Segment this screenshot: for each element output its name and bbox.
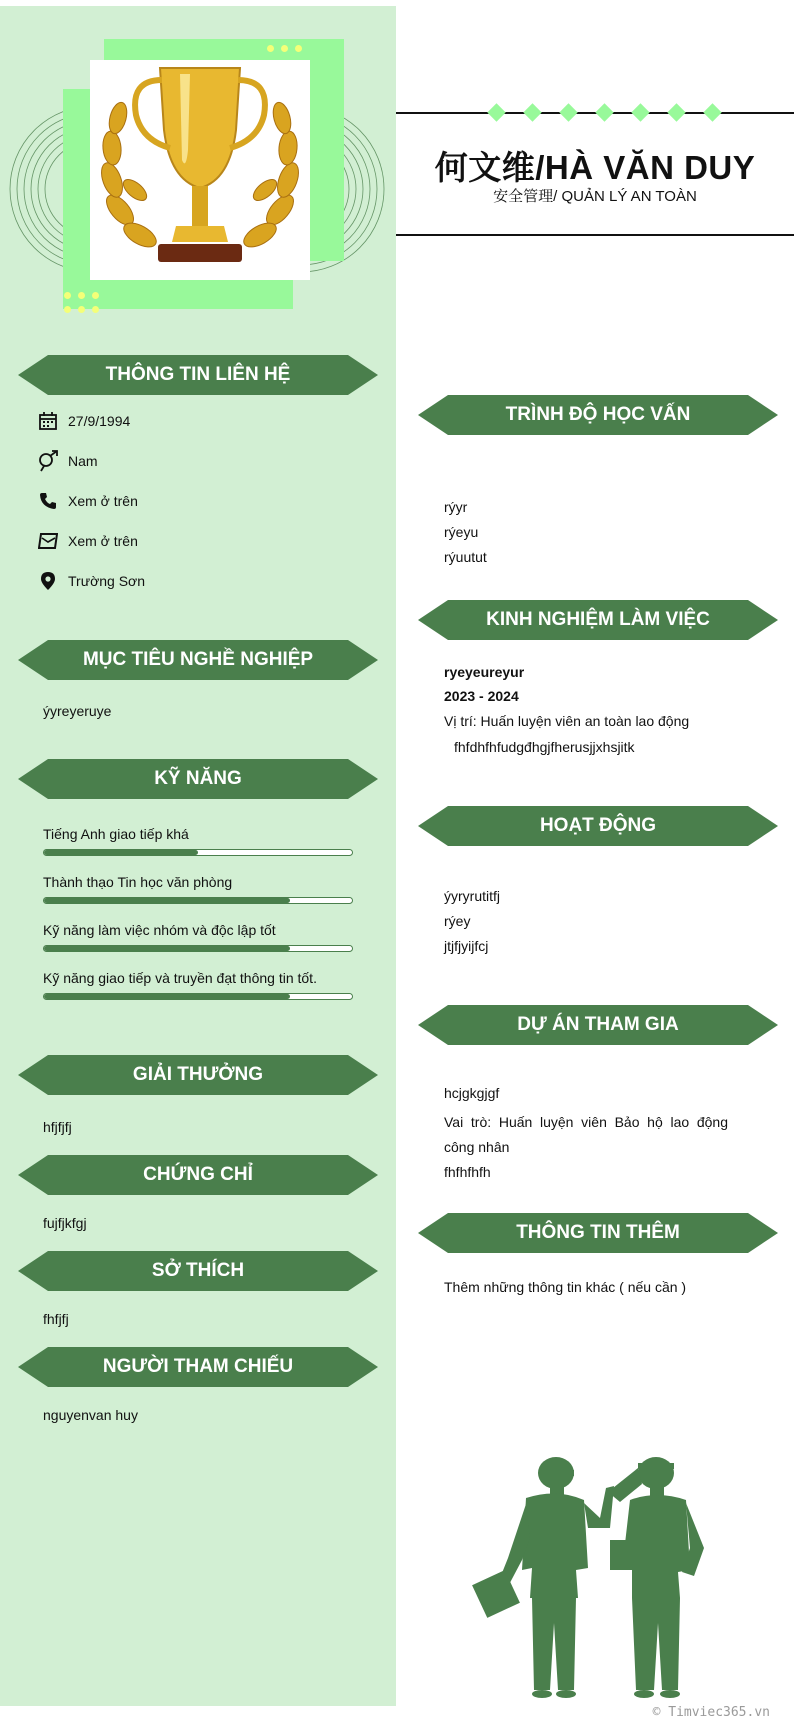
extra-text: Thêm những thông tin khác ( nếu cần ): [444, 1279, 687, 1295]
certificates-title: CHỨNG CHỈ: [143, 1164, 253, 1185]
watermark: © Timviec365.vn: [652, 1705, 770, 1720]
email-icon: [36, 529, 60, 553]
education-line: rýuutut: [444, 549, 487, 565]
contact-value: Xem ở trên: [68, 493, 138, 509]
skill-bar-fill: [44, 850, 198, 855]
candidate-name: 何文维/HÀ VĂN DUY: [434, 149, 756, 186]
skill-label: Kỹ năng giao tiếp và truyền đạt thông tin tốt.: [43, 970, 317, 986]
education-section-header: [418, 395, 778, 435]
contact-item-phone: [36, 488, 138, 514]
workers-silhouette-illustration: [470, 1448, 730, 1698]
education-title: TRÌNH ĐỘ HỌC VẤN: [505, 404, 691, 425]
contact-item-birthday: [36, 408, 130, 434]
project-name: hcjgkgjgf: [444, 1085, 500, 1101]
education-line: rýeyu: [444, 524, 479, 540]
awards-section-header: [18, 1055, 378, 1095]
skill-item: [43, 920, 353, 952]
skill-bar: [43, 849, 353, 856]
avatar-photo: [90, 60, 310, 280]
left-sidebar: [0, 6, 396, 1706]
activities-title: HOẠT ĐỘNG: [539, 815, 657, 836]
diamond-decoration: [559, 103, 577, 121]
objective-text: ýyreyeruye: [43, 703, 112, 719]
experience-role: Vị trí: Huấn luyện viên an toàn lao động: [444, 713, 690, 729]
skill-bar-fill: [44, 946, 290, 951]
contact-value: 27/9/1994: [68, 413, 131, 429]
references-text: nguyenvan huy: [43, 1407, 138, 1423]
activity-line: rýey: [444, 913, 471, 929]
avatar-area: [0, 6, 396, 326]
skill-item: [43, 872, 353, 904]
skill-label: Thành thạo Tin học văn phòng: [43, 874, 233, 890]
calendar-icon: [36, 409, 60, 433]
objective-title: MỤC TIÊU NGHỀ NGHIỆP: [82, 649, 314, 670]
skill-label: Tiếng Anh giao tiếp khá: [43, 826, 189, 842]
certificates-text: fujfjkfgj: [43, 1215, 87, 1231]
activity-line: jtjfjyijfcj: [444, 938, 489, 954]
references-title: NGƯỜI THAM CHIẾU: [102, 1356, 294, 1377]
experience-title: KINH NGHIỆM LÀM VIỆC: [486, 609, 710, 630]
projects-title: DỰ ÁN THAM GIA: [517, 1014, 679, 1035]
skill-bar-fill: [44, 898, 290, 903]
diamond-decoration: [595, 103, 613, 121]
phone-icon: [36, 489, 60, 513]
education-line: rýyr: [444, 499, 468, 515]
diamond-decoration: [667, 103, 685, 121]
experience-company: ryeyeureyur: [444, 664, 525, 680]
hobbies-text: fhfjfj: [43, 1311, 69, 1327]
hobbies-title: SỞ THÍCH: [151, 1260, 245, 1281]
contact-value: Trường Sơn: [68, 573, 146, 589]
header-bottom-line: [396, 234, 794, 236]
project-role: Vai trò: Huấn luyện viên Bảo hộ lao động công nhân: [444, 1114, 728, 1155]
skill-bar-fill: [44, 994, 290, 999]
diamond-decoration: [487, 103, 505, 121]
location-icon: [36, 569, 60, 593]
contact-value: Xem ở trên: [68, 533, 138, 549]
skill-label: Kỹ năng làm việc nhóm và độc lập tốt: [43, 922, 276, 938]
skill-bar: [43, 945, 353, 952]
contact-item-email: [36, 528, 138, 554]
contact-title: THÔNG TIN LIÊN HỆ: [105, 364, 291, 385]
dots-decoration-bottom: [64, 292, 99, 313]
gender-icon: [36, 449, 60, 473]
trophy-icon: [90, 60, 310, 280]
certificates-section-header: [18, 1155, 378, 1195]
skills-section-header: [18, 759, 378, 799]
references-section-header: [18, 1347, 378, 1387]
activities-section-header: [418, 806, 778, 846]
diamond-decoration: [631, 103, 649, 121]
contact-item-address: [36, 568, 145, 594]
experience-section-header: [418, 600, 778, 640]
diamond-decoration: [523, 103, 541, 121]
skill-item: [43, 968, 353, 1000]
contact-item-gender: [36, 448, 98, 474]
contact-value: Nam: [68, 453, 98, 469]
skill-item: [43, 824, 353, 856]
skill-bar: [43, 993, 353, 1000]
contact-section-header: [18, 355, 378, 395]
experience-detail: fhfdhfhfudgđhgjfherusjjxhsjitk: [454, 739, 635, 755]
awards-text: hfjfjfj: [43, 1119, 72, 1135]
hobbies-section-header: [18, 1251, 378, 1291]
experience-period: 2023 - 2024: [444, 688, 519, 704]
diamond-decoration: [703, 103, 721, 121]
projects-section-header: [418, 1005, 778, 1045]
skill-bar: [43, 897, 353, 904]
project-detail: fhfhfhfh: [444, 1164, 491, 1180]
extra-section-header: [418, 1213, 778, 1253]
skills-title: KỸ NĂNG: [154, 768, 242, 789]
candidate-position: 安全管理/ QUẢN LÝ AN TOÀN: [493, 188, 697, 205]
dots-decoration-top: [267, 45, 302, 52]
extra-title: THÔNG TIN THÊM: [516, 1222, 680, 1243]
activity-line: ýyryrutitfj: [444, 888, 500, 904]
objective-section-header: [18, 640, 378, 680]
awards-title: GIẢI THƯỞNG: [132, 1064, 264, 1085]
